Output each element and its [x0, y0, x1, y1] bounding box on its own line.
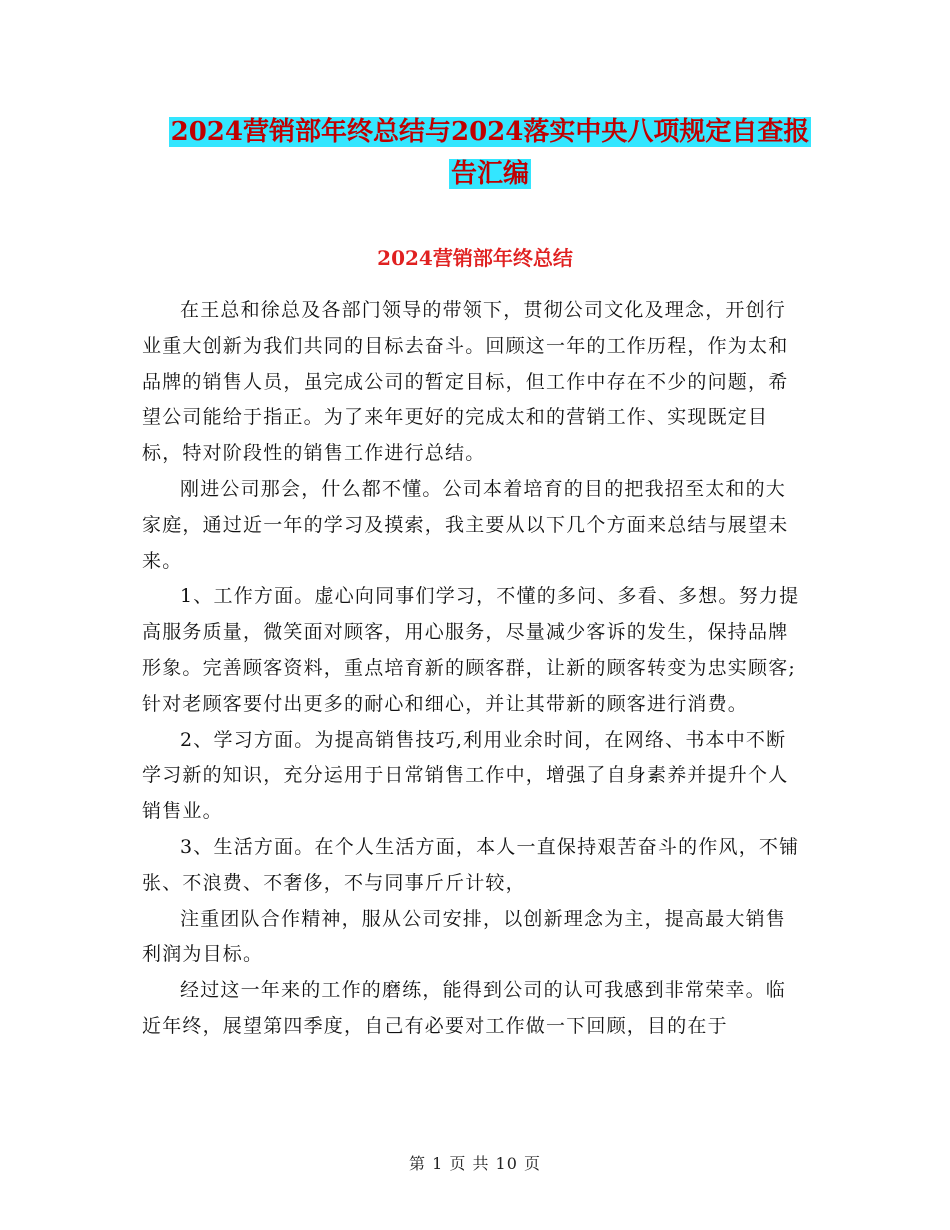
- paragraph: 2、学习方面。为提高销售技巧,利用业余时间，在网络、书本中不断学习新的知识，充分运用于日常销售工作中，增强了自身素养并提升个人销售业。: [142, 728, 789, 823]
- paragraph: 刚进公司那会，什么都不懂。公司本着培育的目的把我招至太和的大家庭，通过近一年的学习及摸索，我主要从以下几个方面来总结与展望未来。: [142, 477, 789, 572]
- document-title-line-2: 告汇编: [450, 159, 529, 189]
- paragraph: 1、工作方面。虚心向同事们学习，不懂的多问、多看、多想。努力提高服务质量，微笑面对顾客，用心服务，尽量减少客诉的发生，保持品牌形象。完善顾客资料，重点培育新的顾客群，让新的顾客转变为忠实顾客;针对老顾客要付出更多的耐心和细心，并让其带新的顾客进行消费。: [142, 585, 800, 715]
- section-title: 2024营销部年终总结: [377, 246, 573, 270]
- document-title: [140, 111, 840, 195]
- document-title-line-1: 2024营销部年终总结与2024落实中央八项规定自查报: [170, 117, 810, 147]
- paragraph: 注重团队合作精神，服从公司安排，以创新理念为主，提高最大销售利润为目标。: [142, 907, 787, 966]
- paragraph: 在王总和徐总及各部门领导的带领下，贯彻公司文化及理念，开创行业重大创新为我们共同的目标去奋斗。回顾这一年的工作历程，作为太和品牌的销售人员，虽完成公司的暂定目标，但工作中存在不少的问题，希望公司能给于指正。为了来年更好的完成太和的营销工作、实现既定目标，特对阶段性的销售工作进行总结。: [142, 299, 789, 465]
- page-footer: 第 1 页 共 10 页: [409, 1154, 541, 1173]
- paragraph: 3、生活方面。在个人生活方面，本人一直保持艰苦奋斗的作风，不铺张、不浪费、不奢侈，不与同事斤斤计较，: [142, 835, 800, 894]
- paragraph: 经过这一年来的工作的磨练，能得到公司的认可我感到非常荣幸。临近年终，展望第四季度，自己有必要对工作做一下回顾，目的在于: [142, 979, 787, 1037]
- document-body: [142, 293, 802, 1045]
